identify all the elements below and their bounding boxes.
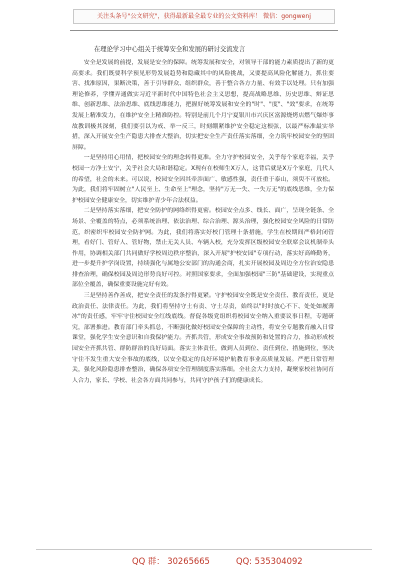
promo-banner: 关注头条号"公文研究"，获得最新最全最专业的公文资料库！ 微信：gongwenj bbox=[73, 9, 335, 24]
document-title: 在理论学习中心组关于统筹安全和发展的研讨交流发言 bbox=[94, 46, 246, 53]
paragraph-point-two: 二是坚持落实落细，把安全防护的网络织得更密。校园安全点多、线长、面广，呈现全链条、全场景、全覆盖的特点，必须系统治理、依法治理、综合治理、源头治理，强化校园安全风险的日常防范，织密织牢校园安全防护网。为此，我们将落实好校门管理十条措施，学生在校期间严格封闭管理，看好门、管好人、管好物，禁止无关人员、车辆入校，充分发挥区级校园安全联席会议机制牵头作用，协调相关部门共同做好学校周边秩序整治，深入开展"护校安园"专项行动，落实好高峰勤务，进一步提升护学岗设置，持续强化与属地公安部门的沟通会商，扎实开展校园及周边全方位治安隐患排查治理，确保校园及周边形势良好可控。对照国家要求，全面加强校园"三防"基础建设，实现重点部位全覆盖，确保重要设施完好有效。 bbox=[72, 208, 334, 289]
header-divider bbox=[70, 30, 338, 31]
document-body bbox=[72, 58, 334, 386]
paragraph-point-three: 三是坚持善作善成，把安全责任的发条拧得更紧。守护校园安全既是安全责任、教育责任，更是政治责任、法律责任。为此，我们将坚持守土有责、守土尽责，始终以"时时放心不下、处处如履薄冰"的责任感，牢牢守住校园安全红线底线。督促各级党组织将校园安全纳入重要议事日程，专题研究，部署推进。教育部门牵头抓总，不断强化做好校园安全保障的主动性，将安全专题教育融入日常课堂，强化学生安全意识和自我保护能力。齐抓共管，形成安全事故预防和处置的合力，推动形成校园安全齐抓共管、群防群治的良好局面。落实主体责任，做到人员到位、责任到位、措施到位，坚决守住不发生重大安全事故的底线，以安全稳定的良好环境护航教育事业高质量发展。严把日常管理关，强化风险隐患排查整治，确保各项安全管理制度落实落细。全社会大力支持，凝聚家校社协同育人合力，家长、学校、社会各方面共同参与，共同守护孩子们的健康成长。 bbox=[72, 293, 334, 384]
paragraph-point-one: 一是坚持用心用情，把校园安全的理念转得更准。全力守护校园安全，关乎每个家庭幸福，关乎校园一方净土安宁，关乎社会大局和谐稳定。X现有在校师生X万人，这背后就是X万个家庭，几代人的希望，社会的未来。可以说，校园安全因其牵涉面广、敏感性强，责任重于泰山，须臾不可放松。为此，我们将牢固树立"人民至上、生命至上"理念，坚持"万无一失、一失万无"的底线思维，全力保护校园安全健康安全，切实维护青少年合法权益。 bbox=[72, 155, 334, 204]
footer-divider bbox=[36, 549, 372, 550]
page-footer bbox=[0, 549, 408, 571]
paragraph-intro: 安全是发展的前提，发展是安全的保障。统筹发展和安全，对领导干部的能力素质提出了新的更高要求。我们既要科学预见形势发展趋势和隐藏其中的风险挑战，又要提高风险化解能力，抓住要害、找准原因，果断决策，善于引导群众、组织群众，善于整合各方力量、有效手以处理。只有加强理论修养，学懂弄通做实习近平新时代中国特色社会主义思想，提高战略思维、历史思维、辩证思维、创新思维、法治思维、底线思维能力，把握好统筹发展和安全的"时"、"度"、"效"要求，在统筹发展上精准发力，在维护安全上精准防控。特别是前几个月宁夏银川市兴庆区富源烧烤店燃气爆炸事故教训极其深刻，我们要引以为戒、举一反三，时刻绷紧维护安全稳定这根弦，以最严标准最实举措，深入开展安全生产隐患大排查大整治，切实把安全生产责任落实落细，全力筑牢校园安全的坚固屏障。 bbox=[72, 60, 334, 151]
qq-contact-number: QQ: 535304092 bbox=[236, 556, 303, 566]
qq-group-number: QQ 群： 30265665 bbox=[132, 556, 210, 566]
